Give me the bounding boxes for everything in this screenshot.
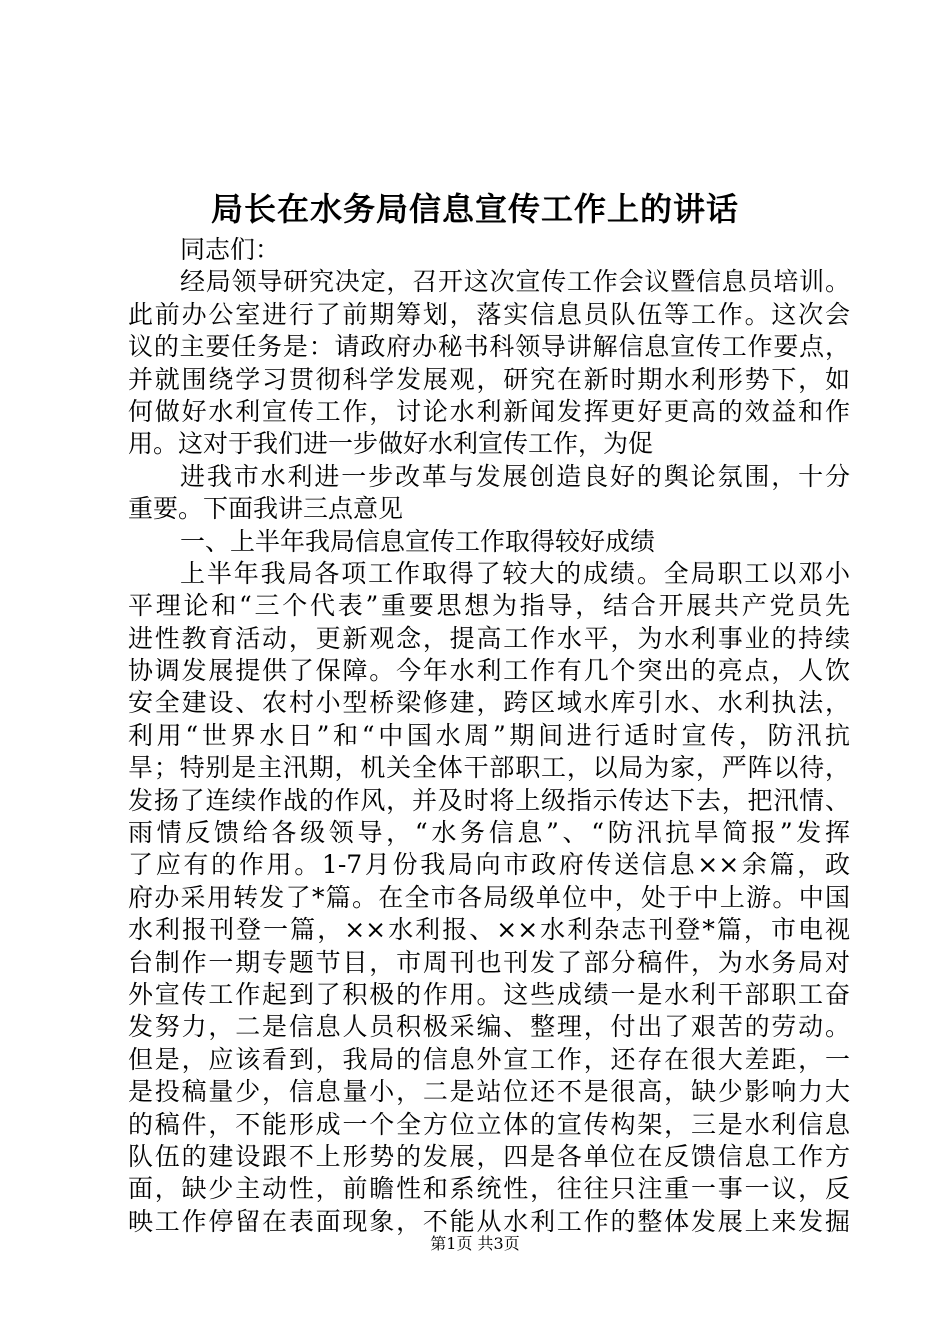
- body-text-line: 水利报刊登一篇，××水利报、××水利杂志刊登*篇，市电视: [128, 915, 850, 945]
- body-text-line: 利用“世界水日”和“中国水周”期间进行适时宣传，防汛抗: [128, 720, 850, 750]
- body-text-line: 用。这对于我们进一步做好水利宣传工作，为促: [128, 429, 654, 459]
- body-text-line: 外宣传工作起到了积极的作用。这些成绩一是水利干部职工奋: [128, 979, 850, 1009]
- body-text-line: 安全建设、农村小型桥梁修建，跨区域水库引水、水利执法，: [128, 688, 850, 718]
- body-text-line: 议的主要任务是：请政府办秘书科领导讲解信息宣传工作要点，: [128, 332, 850, 362]
- body-text-line: 发努力，二是信息人员积极采编、整理，付出了艰苦的劳动。: [128, 1012, 850, 1042]
- body-text-line: 队伍的建设跟不上形势的发展，四是各单位在反馈信息工作方: [128, 1141, 850, 1171]
- body-text-line: 了应有的作用。1-7月份我局向市政府传送信息××余篇，政: [128, 850, 850, 880]
- body-text-line: 并就围绕学习贯彻科学发展观，研究在新时期水利形势下，如: [128, 364, 850, 394]
- body-text-line: 此前办公室进行了前期筹划，落实信息员队伍等工作。这次会: [128, 299, 850, 329]
- body-text-line: 面，缺少主动性，前瞻性和系统性，往往只注重一事一议，反: [128, 1174, 850, 1204]
- body-text-line: 一、上半年我局信息宣传工作取得较好成绩: [180, 526, 656, 556]
- body-text-line: 何做好水利宣传工作，讨论水利新闻发挥更好更高的效益和作: [128, 396, 850, 426]
- body-text-line: 协调发展提供了保障。今年水利工作有几个突出的亮点，人饮: [128, 656, 850, 686]
- body-text-line: 雨情反馈给各级领导，“水务信息”、“防汛抗旱简报”发挥: [128, 818, 850, 848]
- body-text-line: 府办采用转发了*篇。在全市各局级单位中，处于中上游。中国: [128, 882, 850, 912]
- body-text-line: 是投稿量少，信息量小，二是站位还不是很高，缺少影响力大: [128, 1077, 850, 1107]
- body-text-line: 台制作一期专题节目，市周刊也刊发了部分稿件，为水务局对: [128, 947, 850, 977]
- body-text-line: 旱；特别是主汛期，机关全体干部职工，以局为家，严阵以待，: [128, 753, 850, 783]
- body-text-line: 发扬了连续作战的作风，并及时将上级指示传达下去，把汛情、: [128, 785, 850, 815]
- body-text-line: 但是，应该看到，我局的信息外宣工作，还存在很大差距，一: [128, 1044, 850, 1074]
- body-text-line: 重要。下面我讲三点意见: [128, 494, 404, 524]
- document-body: [128, 234, 850, 1238]
- body-text-line: 平理论和“三个代表”重要思想为指导，结合开展共产党员先: [128, 591, 850, 621]
- page-footer: 第1页 共3页: [430, 1234, 520, 1253]
- body-text-line: 映工作停留在表面现象，不能从水利工作的整体发展上来发掘: [128, 1206, 850, 1236]
- body-text-line: 进性教育活动，更新观念，提高工作水平，为水利事业的持续: [128, 623, 850, 653]
- body-text-line: 经局领导研究决定，召开这次宣传工作会议暨信息员培训。: [180, 267, 850, 297]
- body-text-line: 上半年我局各项工作取得了较大的成绩。全局职工以邓小: [180, 558, 850, 588]
- document-title: 局长在水务局信息宣传工作上的讲话: [210, 190, 739, 228]
- body-text-line: 同志们：: [180, 235, 281, 264]
- body-text-line: 的稿件，不能形成一个全方位立体的宣传构架，三是水利信息: [128, 1109, 850, 1139]
- body-text-line: 进我市水利进一步改革与发展创造良好的舆论氛围，十分: [180, 461, 850, 491]
